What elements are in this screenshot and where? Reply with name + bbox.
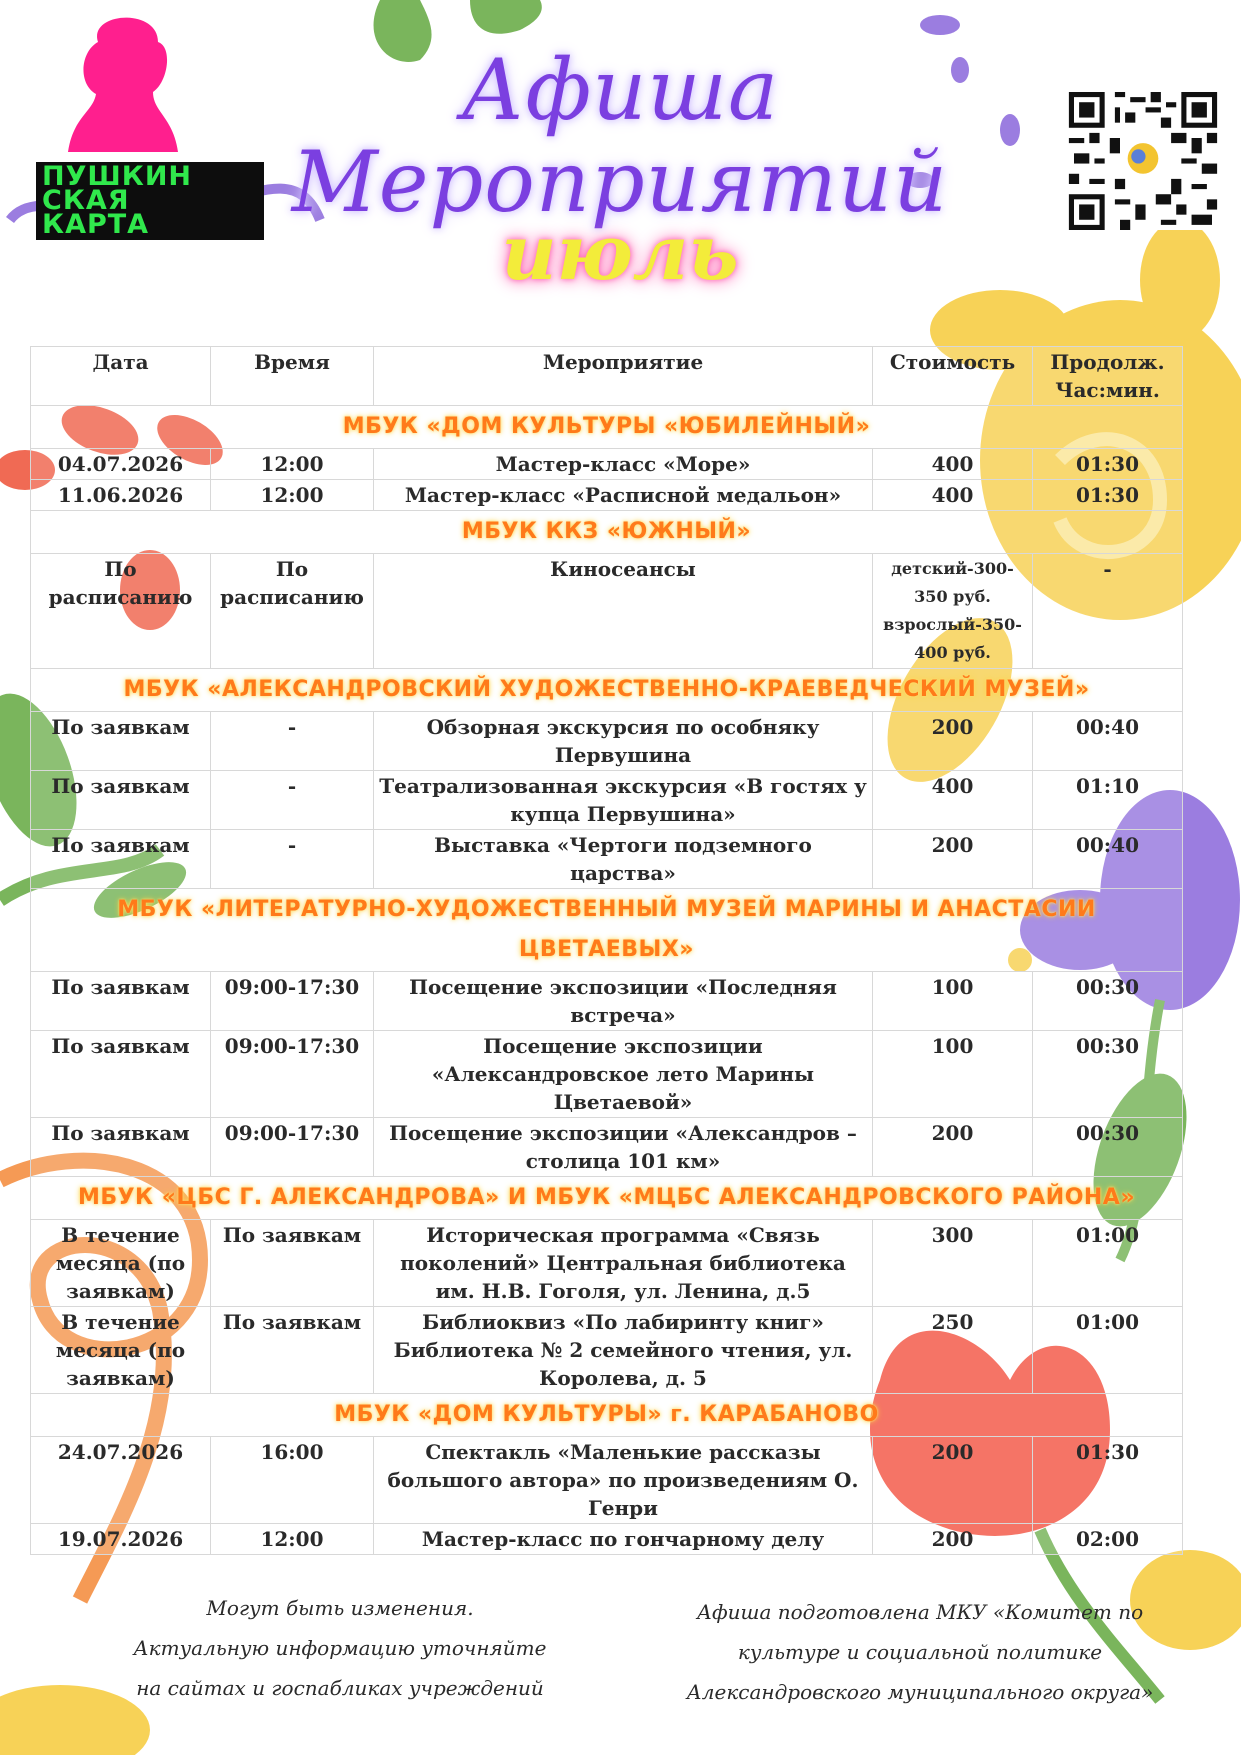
cell-price: 100 <box>873 1031 1033 1118</box>
footer-note-changes <box>100 1588 580 1708</box>
cell-duration: 00:30 <box>1033 1031 1183 1118</box>
table-row <box>31 771 1183 830</box>
cell-price: 200 <box>873 1437 1033 1524</box>
cell-price: 200 <box>873 1118 1033 1177</box>
cell-date: По расписанию <box>31 554 211 669</box>
footer-line: на сайтах и госпабликах учреждений <box>136 1676 544 1700</box>
table-row <box>31 449 1183 480</box>
cell-price: детский-300-350 руб. взрослый-350-400 руб. <box>873 554 1033 669</box>
table-row <box>31 1307 1183 1394</box>
cell-event: Мастер-класс «Расписной медальон» <box>374 480 873 511</box>
cell-duration: 00:30 <box>1033 972 1183 1031</box>
column-header-time: Время <box>211 347 374 406</box>
month-title: июль <box>501 208 739 297</box>
cell-duration: 01:00 <box>1033 1220 1183 1307</box>
cell-time: 09:00-17:30 <box>211 1118 374 1177</box>
cell-date: 19.07.2026 <box>31 1524 211 1555</box>
column-header-duration: Продолж. Час:мин. <box>1033 347 1183 406</box>
section-title: МБУК «ДОМ КУЛЬТУРЫ» г. КАРАБАНОВО <box>31 1394 1183 1437</box>
table-row <box>31 712 1183 771</box>
section-header-row <box>31 889 1183 972</box>
footer-line: Актуальную информацию уточняйте <box>133 1636 547 1660</box>
cell-time: 12:00 <box>211 480 374 511</box>
logo-line: КАРТА <box>42 209 150 240</box>
cell-date: В течение месяца (по заявкам) <box>31 1307 211 1394</box>
cell-event: Спектакль «Маленькие рассказы большого автора» по произведениям О. Генри <box>374 1437 873 1524</box>
section-header-row <box>31 1394 1183 1437</box>
cell-event: Посещение экспозиции «Александровское лето Марины Цветаевой» <box>374 1031 873 1118</box>
table-row <box>31 972 1183 1031</box>
footer-note-publisher <box>640 1592 1200 1712</box>
section-header-row <box>31 669 1183 712</box>
table-row <box>31 1220 1183 1307</box>
cell-price: 200 <box>873 1524 1033 1555</box>
cell-event: Мастер-класс «Море» <box>374 449 873 480</box>
table-row <box>31 1437 1183 1524</box>
cell-time: 12:00 <box>211 1524 374 1555</box>
cell-event: Театрализованная экскурсия «В гостях у купца Первушина» <box>374 771 873 830</box>
table-row <box>31 1524 1183 1555</box>
footer-line: культуре и социальной политике <box>737 1640 1103 1664</box>
cell-date: 24.07.2026 <box>31 1437 211 1524</box>
qr-code-icon[interactable] <box>1068 92 1218 230</box>
cell-duration: 01:30 <box>1033 449 1183 480</box>
table-row <box>31 480 1183 511</box>
cell-date: По заявкам <box>31 1031 211 1118</box>
cell-event: Посещение экспозиции «Александров – столица 101 км» <box>374 1118 873 1177</box>
footer-line: Афиша подготовлена МКУ «Комитет по <box>696 1600 1144 1624</box>
cell-price: 200 <box>873 712 1033 771</box>
cell-time: - <box>211 712 374 771</box>
section-title: МБУК «АЛЕКСАНДРОВСКИЙ ХУДОЖЕСТВЕННО-КРАЕВЕДЧЕСКИЙ МУЗЕЙ» <box>31 669 1183 712</box>
cell-price: 400 <box>873 480 1033 511</box>
cell-price: 400 <box>873 771 1033 830</box>
cell-duration: - <box>1033 554 1183 669</box>
cell-duration: 01:10 <box>1033 771 1183 830</box>
cell-price: 250 <box>873 1307 1033 1394</box>
cell-price: 100 <box>873 972 1033 1031</box>
table-header-row <box>31 347 1183 406</box>
footer-line: Могут быть изменения. <box>206 1596 474 1620</box>
cell-price: 300 <box>873 1220 1033 1307</box>
cell-event: Библиоквиз «По лабиринту книг» Библиотека № 2 семейного чтения, ул. Королева, д. 5 <box>374 1307 873 1394</box>
events-table <box>30 346 1183 1555</box>
table-row <box>31 1118 1183 1177</box>
cell-date: По заявкам <box>31 712 211 771</box>
cell-duration: 00:40 <box>1033 712 1183 771</box>
cell-event: Посещение экспозиции «Последняя встреча» <box>374 972 873 1031</box>
column-header-price: Стоимость <box>873 347 1033 406</box>
cell-time: По заявкам <box>211 1307 374 1394</box>
cell-price: 200 <box>873 830 1033 889</box>
section-title: МБУК «ДОМ КУЛЬТУРЫ «ЮБИЛЕЙНЫЙ» <box>31 406 1183 449</box>
cell-event: Киносеансы <box>374 554 873 669</box>
cell-time: По расписанию <box>211 554 374 669</box>
section-title: МБУК «ЛИТЕРАТУРНО-ХУДОЖЕСТВЕННЫЙ МУЗЕЙ МАРИНЫ И АНАСТАСИИ ЦВЕТАЕВЫХ» <box>31 889 1183 972</box>
section-header-row <box>31 1177 1183 1220</box>
section-title: МБУК «ЦБС Г. АЛЕКСАНДРОВА» И МБУК «МЦБС АЛЕКСАНДРОВСКОГО РАЙОНА» <box>31 1177 1183 1220</box>
cell-date: По заявкам <box>31 1118 211 1177</box>
column-header-event: Мероприятие <box>374 347 873 406</box>
cell-time: 09:00-17:30 <box>211 972 374 1031</box>
cell-time: 12:00 <box>211 449 374 480</box>
cell-event: Историческая программа «Связь поколений» Центральная библиотека им. Н.В. Гоголя, ул. Ленина, д.5 <box>374 1220 873 1307</box>
section-title: МБУК ККЗ «ЮЖНЫЙ» <box>31 511 1183 554</box>
cell-time: По заявкам <box>211 1220 374 1307</box>
cell-duration: 01:00 <box>1033 1307 1183 1394</box>
footer-line: Александровского муниципального округа» <box>686 1680 1154 1704</box>
cell-duration: 01:30 <box>1033 1437 1183 1524</box>
table-row <box>31 1031 1183 1118</box>
section-header-row <box>31 511 1183 554</box>
cell-duration: 01:30 <box>1033 480 1183 511</box>
pushkin-card-logo-icon <box>48 12 198 162</box>
cell-date: 04.07.2026 <box>31 449 211 480</box>
cell-date: В течение месяца (по заявкам) <box>31 1220 211 1307</box>
cell-date: По заявкам <box>31 830 211 889</box>
cell-event: Обзорная экскурсия по особняку Первушина <box>374 712 873 771</box>
logo-line: СКАЯ <box>42 185 130 216</box>
cell-time: 16:00 <box>211 1437 374 1524</box>
logo-line: ПУШКИН <box>42 161 193 192</box>
table-row <box>31 830 1183 889</box>
cell-event: Выставка «Чертоги подземного царства» <box>374 830 873 889</box>
section-header-row <box>31 406 1183 449</box>
cell-event: Мастер-класс по гончарному делу <box>374 1524 873 1555</box>
cell-date: По заявкам <box>31 771 211 830</box>
cell-date: 11.06.2026 <box>31 480 211 511</box>
cell-date: По заявкам <box>31 972 211 1031</box>
cell-time: 09:00-17:30 <box>211 1031 374 1118</box>
cell-duration: 00:30 <box>1033 1118 1183 1177</box>
table-row <box>31 554 1183 669</box>
cell-time: - <box>211 771 374 830</box>
cell-duration: 00:40 <box>1033 830 1183 889</box>
cell-time: - <box>211 830 374 889</box>
column-header-date: Дата <box>31 347 211 406</box>
cell-price: 400 <box>873 449 1033 480</box>
cell-duration: 02:00 <box>1033 1524 1183 1555</box>
page-title: Афиша Мероприятий <box>291 41 949 231</box>
